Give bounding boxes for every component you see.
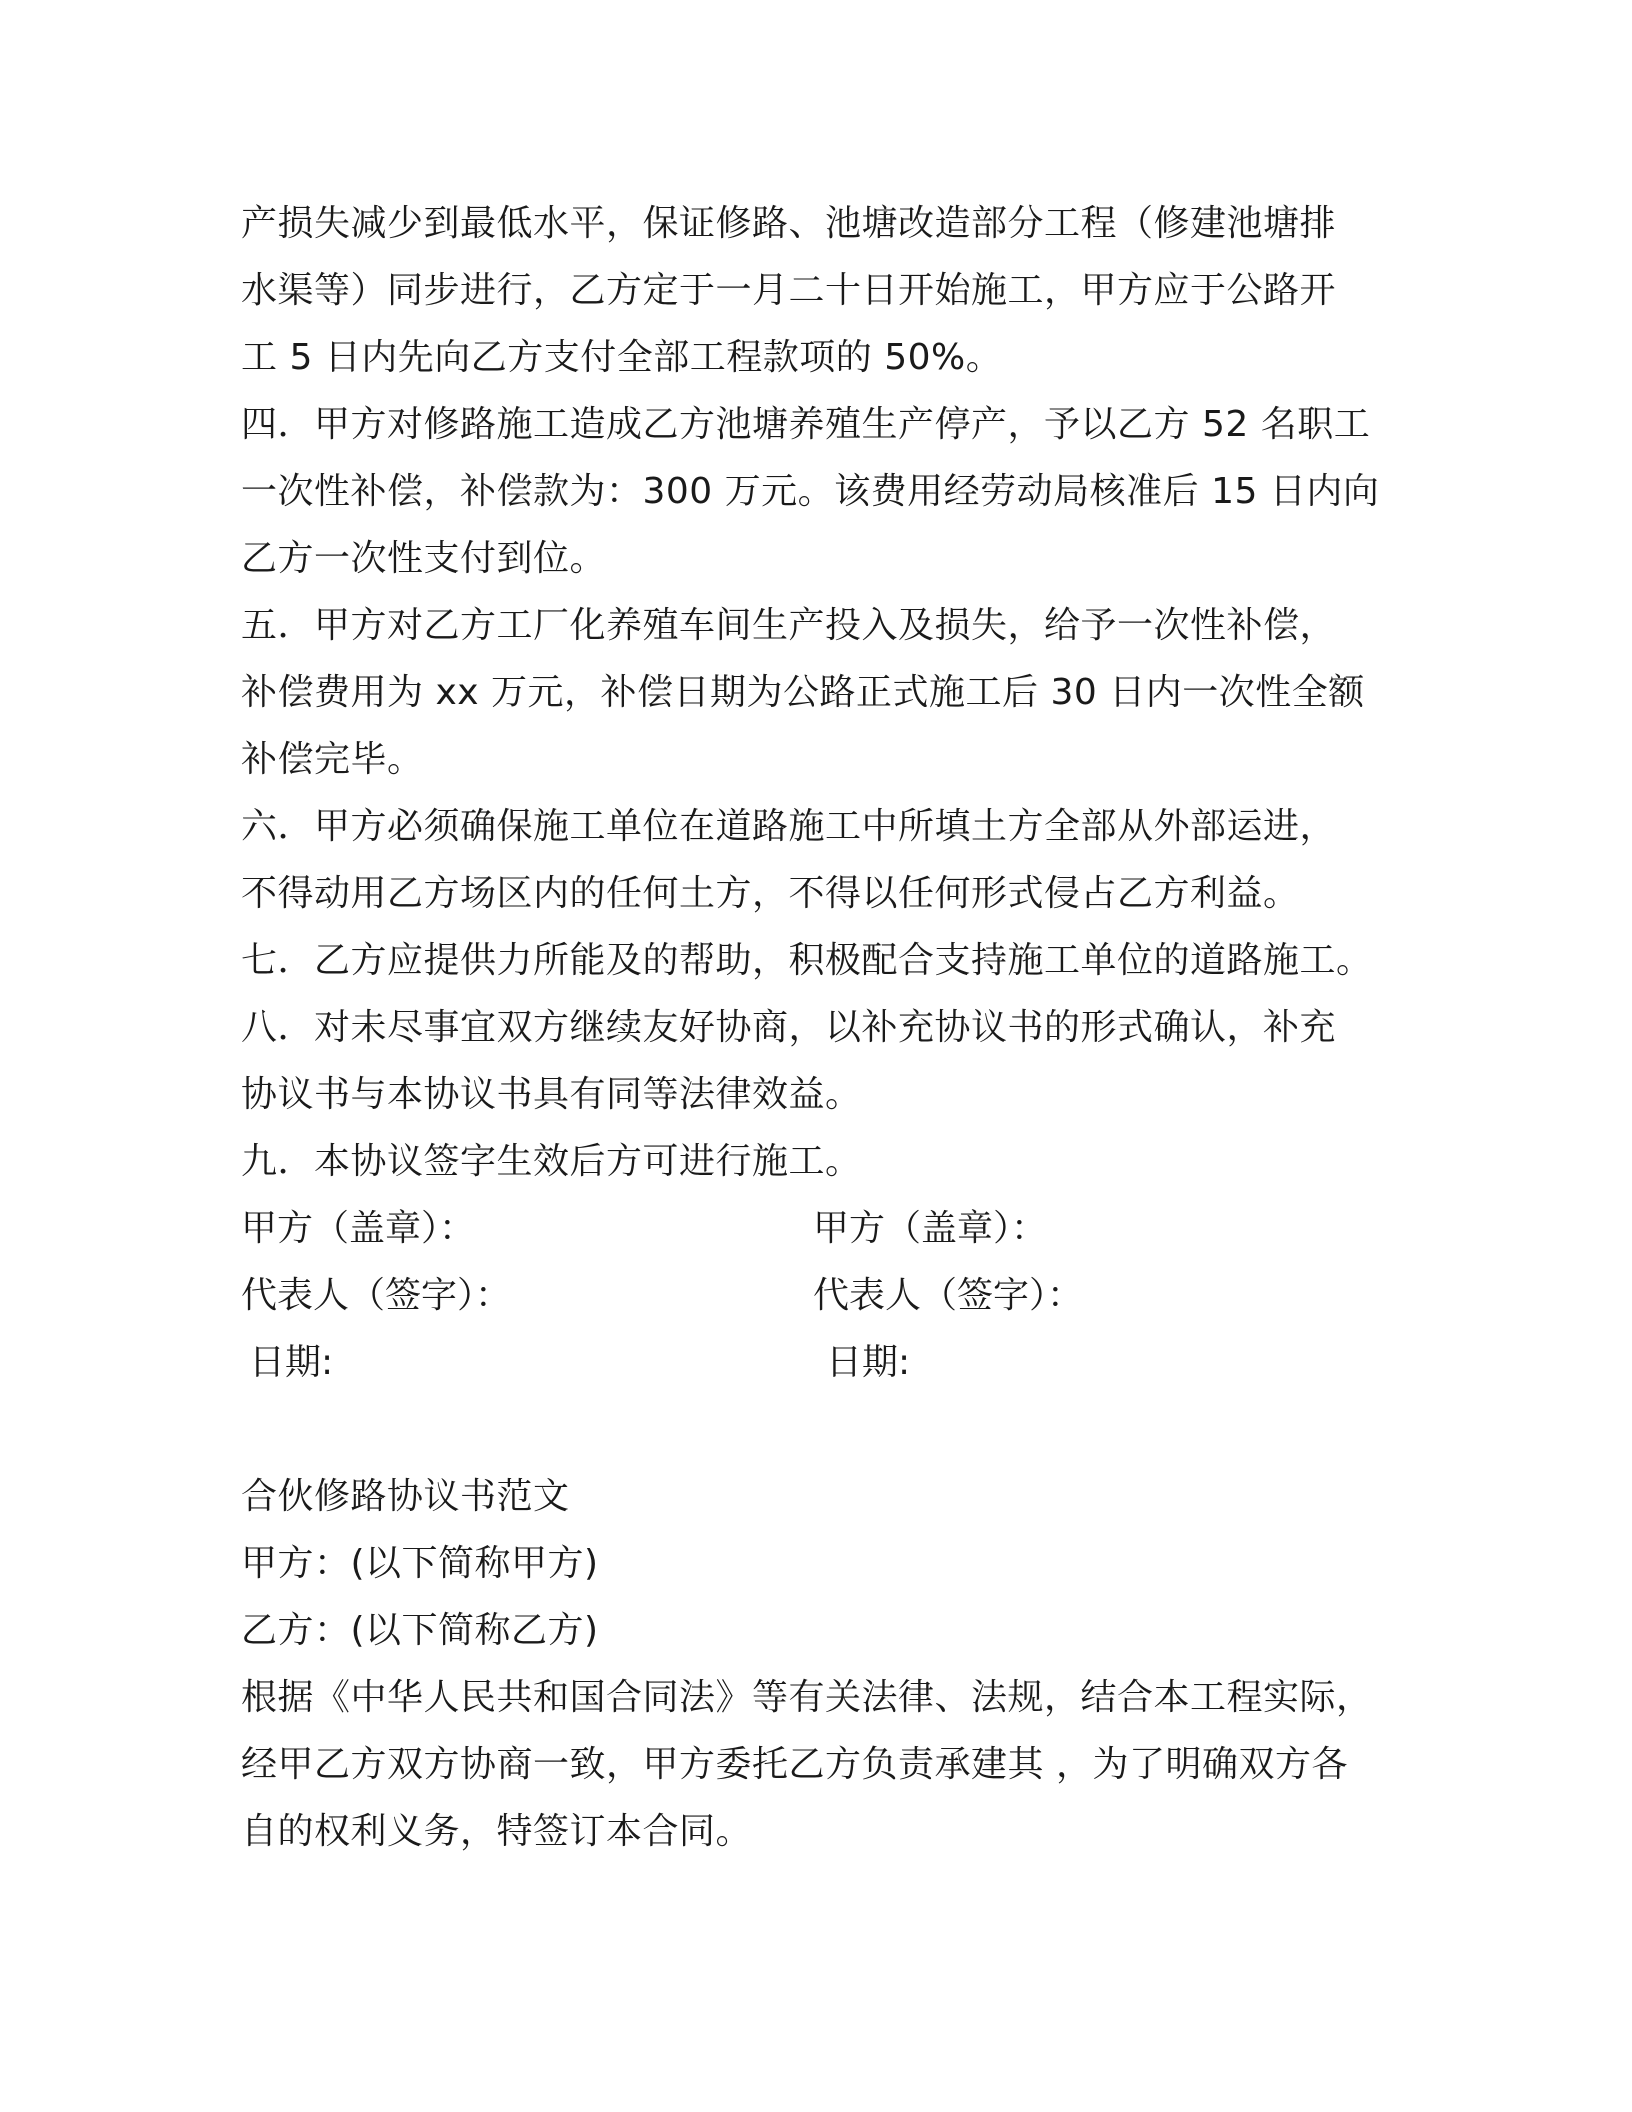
intro-line: 经甲乙方双方协商一致，甲方委托乙方负责承建其 ，为了明确双方各 (241, 1744, 1348, 1785)
clause-seven-line: 七．乙方应提供力所能及的帮助，积极配合支持施工单位的道路施工。 (241, 940, 1373, 981)
party-b-date-label: 日期: (826, 1342, 911, 1383)
clause-four-line: 一次性补偿，补偿款为：300 万元。该费用经劳动局核准后 15 日内向 (241, 471, 1380, 512)
clause-line: 水渠等）同步进行，乙方定于一月二十日开始施工，甲方应于公路开 (241, 270, 1337, 311)
document-body (241, 190, 1401, 1865)
clause-eight-line: 协议书与本协议书具有同等法律效益。 (241, 1074, 862, 1115)
section-spacer (241, 1396, 1401, 1463)
party-a-representative-label: 代表人（签字）： (241, 1275, 512, 1316)
party-a-date-label: 日期: (249, 1342, 334, 1383)
seal-row (241, 1195, 1401, 1262)
clause-line: 产损失减少到最低水平，保证修路、池塘改造部分工程（修建池塘排 (241, 203, 1337, 244)
party-a-line: 甲方：(以下简称甲方) (241, 1543, 599, 1584)
representative-row (241, 1262, 1401, 1329)
clause-five-line: 五．甲方对乙方工厂化养殖车间生产投入及损失，给予一次性补偿， (241, 605, 1337, 646)
clause-eight-line: 八．对未尽事宜双方继续友好协商，以补充协议书的形式确认，补充 (241, 1007, 1337, 1048)
clause-four-line: 乙方一次性支付到位。 (241, 538, 607, 579)
date-row (241, 1329, 1401, 1396)
clause-five-line: 补偿费用为 xx 万元，补偿日期为公路正式施工后 30 日内一次性全额 (241, 672, 1365, 713)
clause-line: 工 5 日内先向乙方支付全部工程款项的 50%。 (241, 337, 1003, 378)
clause-five-line: 补偿完毕。 (241, 739, 424, 780)
party-b-line: 乙方：(以下简称乙方) (241, 1610, 599, 1651)
party-a-seal-label: 甲方（盖章）： (241, 1208, 476, 1249)
second-document-title: 合伙修路协议书范文 (241, 1476, 570, 1517)
party-b-seal-label: 甲方（盖章）： (813, 1208, 1048, 1249)
clause-four-line: 四．甲方对修路施工造成乙方池塘养殖生产停产，予以乙方 52 名职工 (241, 404, 1371, 445)
clause-six-line: 六．甲方必须确保施工单位在道路施工中所填土方全部从外部运进， (241, 806, 1337, 847)
intro-line: 根据《中华人民共和国合同法》等有关法律、法规，结合本工程实际， (241, 1677, 1373, 1718)
intro-line: 自的权利义务，特签订本合同。 (241, 1811, 753, 1852)
clause-six-line: 不得动用乙方场区内的任何土方，不得以任何形式侵占乙方利益。 (241, 873, 1300, 914)
clause-nine-line: 九．本协议签字生效后方可进行施工。 (241, 1141, 862, 1182)
party-b-representative-label: 代表人（签字）： (813, 1275, 1084, 1316)
